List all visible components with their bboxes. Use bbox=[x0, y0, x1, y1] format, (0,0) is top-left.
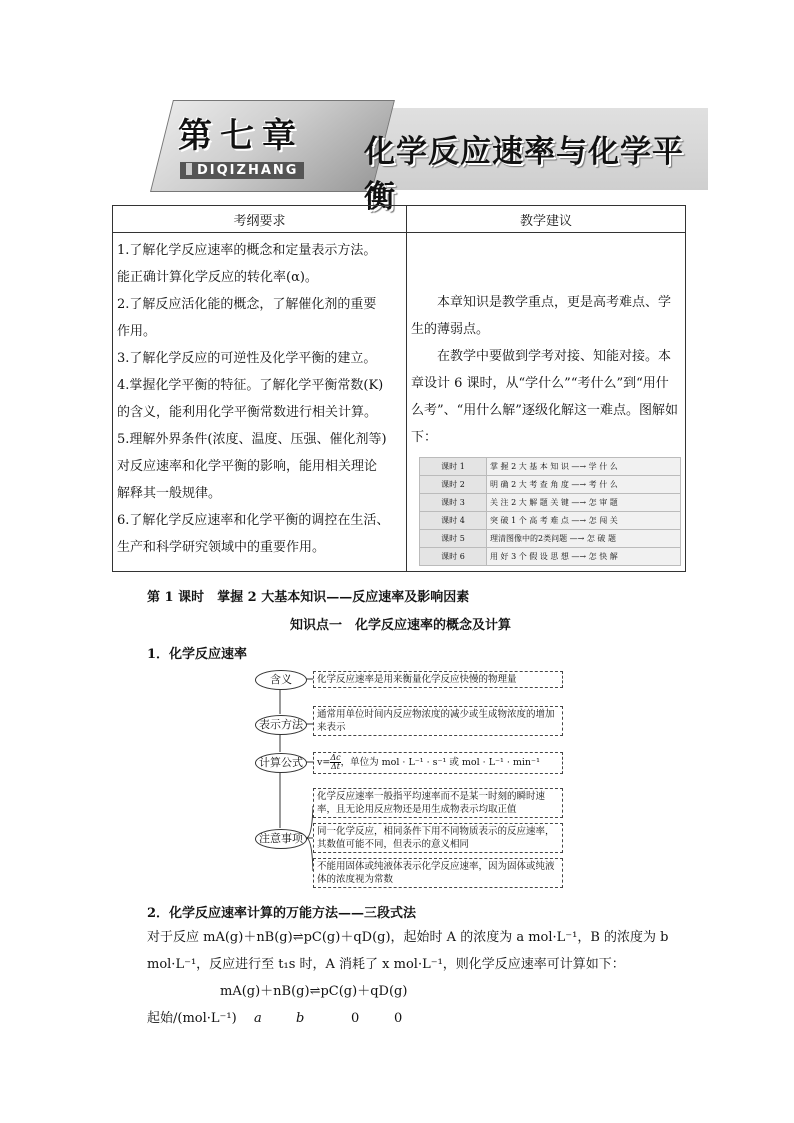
diagram-node-formula: 计算公式 bbox=[255, 753, 307, 773]
lesson-plan-table bbox=[419, 457, 681, 566]
initial-value-d: 0 bbox=[394, 1011, 403, 1026]
initial-value-b: b bbox=[296, 1011, 305, 1026]
chapter-banner bbox=[150, 100, 708, 215]
note-box: 化学反应速率一般指平均速率而不是某一时刻的瞬时速率，且无论用反应物还是用生成物表示均取正值 bbox=[313, 788, 563, 818]
requirement-line: 6.了解化学反应速率和化学平衡的调控在生活、 bbox=[117, 513, 390, 528]
lesson-desc: 明 确 2 大 考 查 角 度 —→ 考 什 么 bbox=[487, 476, 681, 494]
lesson-name: 课时 3 bbox=[420, 494, 487, 512]
advice-paragraph: 在教学中要做到学考对接、知能对接。本章设计 6 课时，从“学什么”“考什么”到“用什么考”、“用什么解”逐级化解这一难点。图解如下： bbox=[411, 349, 678, 445]
paragraph-line: 对于反应 mA(g)＋nB(g)⇌pC(g)＋qD(g)，起始时 A 的浓度为 a mol·L⁻¹，B 的浓度为 b bbox=[147, 930, 669, 945]
chapter-number: 第七章 bbox=[178, 116, 304, 156]
initial-value-a: a bbox=[254, 1011, 262, 1026]
requirement-line: 作用。 bbox=[117, 324, 157, 339]
requirement-line: 2.了解反应活化能的概念，了解催化剂的重要 bbox=[117, 297, 377, 312]
paragraph-line: mol·L⁻¹，反应进行至 t₁s 时，A 消耗了 x mol·L⁻¹，则化学反应速率可计算如下： bbox=[147, 957, 625, 972]
section-heading-three-step: 2．化学反应速率计算的万能方法——三段式法 bbox=[147, 906, 417, 921]
requirement-line: 的含义，能利用化学平衡常数进行相关计算。 bbox=[117, 405, 378, 420]
requirement-line: 生产和科学研究领域中的重要作用。 bbox=[117, 540, 326, 555]
lesson-name: 课时 2 bbox=[420, 476, 487, 494]
syllabus-table bbox=[112, 205, 686, 572]
lesson-name: 课时 1 bbox=[420, 458, 487, 476]
lesson-row bbox=[420, 476, 681, 494]
lesson-row bbox=[420, 530, 681, 548]
header-advice: 教学建议 bbox=[407, 206, 686, 233]
formula-fraction: $\frac{\Delta c}{\Delta t}$ bbox=[330, 753, 341, 771]
lesson-title: 第 1 课时 掌握 2 大基本知识——反应速率及影响因素 bbox=[147, 590, 470, 605]
advice-cell bbox=[407, 233, 686, 572]
formula-v: v= bbox=[317, 757, 331, 768]
diagram-connectors bbox=[255, 668, 570, 890]
lesson-name: 课时 6 bbox=[420, 548, 487, 566]
lesson-row bbox=[420, 548, 681, 566]
note-box: 同一化学反应，相同条件下用不同物质表示的反应速率，其数值可能不同，但表示的意义相同 bbox=[313, 823, 563, 853]
initial-value-c: 0 bbox=[351, 1011, 360, 1026]
requirement-line: 1.了解化学反应速率的概念和定量表示方法。 bbox=[117, 243, 377, 258]
requirement-line: 5.理解外界条件(浓度、温度、压强、催化剂等) bbox=[117, 432, 387, 447]
requirement-line: 4.掌握化学平衡的特征。了解化学平衡常数(K) bbox=[117, 378, 384, 393]
chapter-title: 化学反应速率与化学平衡 bbox=[364, 134, 684, 215]
formula-box bbox=[313, 752, 563, 774]
requirements-cell bbox=[113, 233, 407, 572]
requirement-line: 能正确计算化学反应的转化率(α)。 bbox=[117, 270, 318, 285]
lesson-name: 课时 5 bbox=[420, 530, 487, 548]
requirement-line: 解释其一般规律。 bbox=[117, 486, 222, 501]
meaning-box: 化学反应速率是用来衡量化学反应快慢的物理量 bbox=[313, 671, 563, 688]
chapter-pinyin: DIQIZHANG bbox=[180, 162, 304, 179]
requirement-line: 3.了解化学反应的可逆性及化学平衡的建立。 bbox=[117, 351, 377, 366]
lesson-desc: 关 注 2 大 解 题 关 键 —→ 怎 审 题 bbox=[487, 494, 681, 512]
lesson-desc: 掌 握 2 大 基 本 知 识 —→ 学 什 么 bbox=[487, 458, 681, 476]
lesson-name: 课时 4 bbox=[420, 512, 487, 530]
rate-concept-diagram bbox=[255, 668, 570, 890]
lesson-row bbox=[420, 458, 681, 476]
section-heading-rate: 1．化学反应速率 bbox=[147, 647, 248, 662]
diagram-node-notes: 注意事项 bbox=[255, 829, 307, 849]
expression-box: 通常用单位时间内反应物浓度的减少或生成物浓度的增加来表示 bbox=[313, 706, 563, 736]
note-box: 不能用固体或纯液体表示化学反应速率，因为固体或纯液体的浓度视为常数 bbox=[313, 858, 563, 888]
advice-paragraph: 本章知识是教学重点，更是高考难点、学生的薄弱点。 bbox=[411, 295, 672, 337]
requirement-line: 对反应速率和化学平衡的影响，能用相关理论 bbox=[117, 459, 378, 474]
header-requirements: 考纲要求 bbox=[113, 206, 407, 233]
lesson-desc: 理清图像中的2类问题 —→ 怎 破 题 bbox=[487, 530, 681, 548]
diagram-node-expression: 表示方法 bbox=[255, 715, 307, 735]
reaction-equation: mA(g)＋nB(g)⇌pC(g)＋qD(g) bbox=[220, 984, 408, 999]
knowledge-point-title: 知识点一 化学反应速率的概念及计算 bbox=[290, 618, 512, 633]
lesson-desc: 用 好 3 个 假 设 思 想 —→ 怎 快 解 bbox=[487, 548, 681, 566]
lesson-desc: 突 破 1 个 高 考 难 点 —→ 怎 闯 关 bbox=[487, 512, 681, 530]
diagram-node-meaning: 含义 bbox=[255, 670, 307, 690]
lesson-row bbox=[420, 494, 681, 512]
lesson-row bbox=[420, 512, 681, 530]
formula-unit: ，单位为 mol · L⁻¹ · s⁻¹ 或 mol · L⁻¹ · min⁻¹ bbox=[340, 757, 540, 768]
initial-row-label: 起始/(mol·L⁻¹) bbox=[147, 1011, 237, 1026]
